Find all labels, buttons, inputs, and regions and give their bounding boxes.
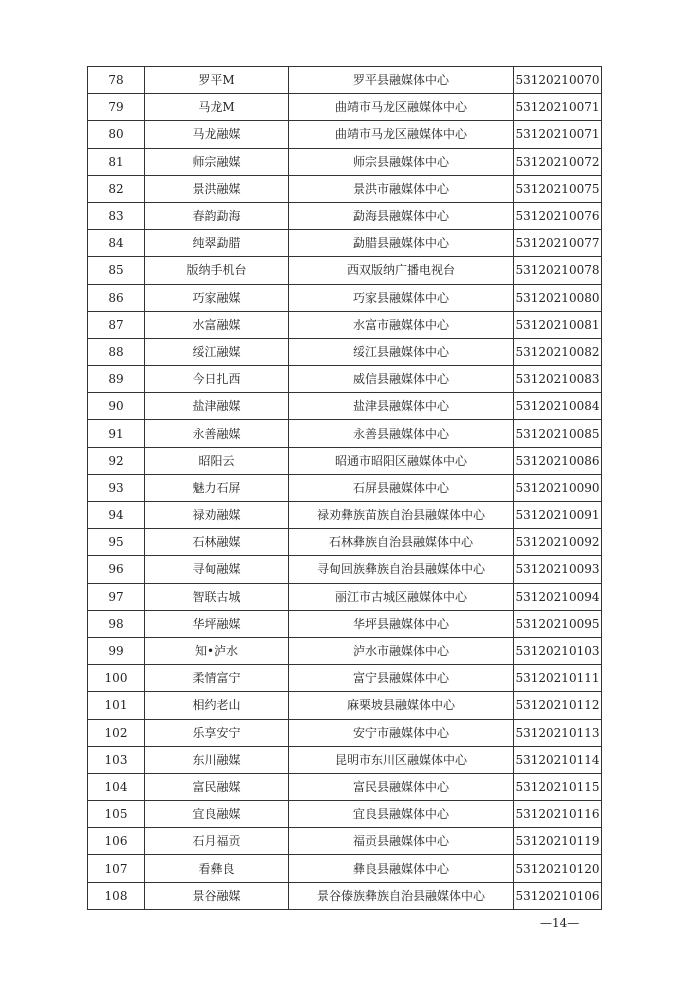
row-number-cell: 90 <box>88 393 145 420</box>
organization-cell: 昭通市昭阳区融媒体中心 <box>289 447 514 474</box>
row-number-cell: 87 <box>88 311 145 338</box>
registration-code-cell: 53120210092 <box>514 529 602 556</box>
table-row <box>88 556 602 583</box>
organization-cell: 石屏县融媒体中心 <box>289 474 514 501</box>
table-row <box>88 801 602 828</box>
row-number-cell: 96 <box>88 556 145 583</box>
organization-cell: 富宁县融媒体中心 <box>289 665 514 692</box>
table-row <box>88 67 602 94</box>
registration-code-cell: 53120210094 <box>514 583 602 610</box>
table-row <box>88 665 602 692</box>
client-name-cell: 春韵勐海 <box>145 202 289 229</box>
organization-cell: 福贡县融媒体中心 <box>289 828 514 855</box>
client-name-cell: 师宗融媒 <box>145 148 289 175</box>
client-name-cell: 今日扎西 <box>145 366 289 393</box>
table-row <box>88 94 602 121</box>
row-number-cell: 82 <box>88 175 145 202</box>
organization-cell: 盐津县融媒体中心 <box>289 393 514 420</box>
registration-code-cell: 53120210083 <box>514 366 602 393</box>
table-row <box>88 692 602 719</box>
media-registry-table <box>87 66 602 910</box>
registration-code-cell: 53120210090 <box>514 474 602 501</box>
row-number-cell: 91 <box>88 420 145 447</box>
row-number-cell: 79 <box>88 94 145 121</box>
table-row <box>88 502 602 529</box>
row-number-cell: 104 <box>88 773 145 800</box>
row-number-cell: 107 <box>88 855 145 882</box>
table-row <box>88 746 602 773</box>
organization-cell: 威信县融媒体中心 <box>289 366 514 393</box>
row-number-cell: 92 <box>88 447 145 474</box>
organization-cell: 寻甸回族彝族自治县融媒体中心 <box>289 556 514 583</box>
client-name-cell: 富民融媒 <box>145 773 289 800</box>
organization-cell: 景谷傣族彝族自治县融媒体中心 <box>289 882 514 909</box>
client-name-cell: 巧家融媒 <box>145 284 289 311</box>
table-row <box>88 474 602 501</box>
row-number-cell: 106 <box>88 828 145 855</box>
registration-code-cell: 53120210086 <box>514 447 602 474</box>
registration-code-cell: 53120210077 <box>514 230 602 257</box>
client-name-cell: 东川融媒 <box>145 746 289 773</box>
organization-cell: 彝良县融媒体中心 <box>289 855 514 882</box>
organization-cell: 麻栗坡县融媒体中心 <box>289 692 514 719</box>
organization-cell: 勐腊县融媒体中心 <box>289 230 514 257</box>
row-number-cell: 101 <box>88 692 145 719</box>
table-row <box>88 338 602 365</box>
registration-code-cell: 53120210091 <box>514 502 602 529</box>
client-name-cell: 乐享安宁 <box>145 719 289 746</box>
client-name-cell: 魅力石屏 <box>145 474 289 501</box>
client-name-cell: 寻甸融媒 <box>145 556 289 583</box>
registration-code-cell: 53120210085 <box>514 420 602 447</box>
client-name-cell: 景谷融媒 <box>145 882 289 909</box>
registration-code-cell: 53120210070 <box>514 67 602 94</box>
organization-cell: 曲靖市马龙区融媒体中心 <box>289 94 514 121</box>
organization-cell: 禄劝彝族苗族自治县融媒体中心 <box>289 502 514 529</box>
page-number: —14— <box>540 916 580 930</box>
client-name-cell: 水富融媒 <box>145 311 289 338</box>
client-name-cell: 石月福贡 <box>145 828 289 855</box>
registration-code-cell: 53120210071 <box>514 94 602 121</box>
registration-code-cell: 53120210071 <box>514 121 602 148</box>
client-name-cell: 石林融媒 <box>145 529 289 556</box>
table-row <box>88 366 602 393</box>
registration-code-cell: 53120210116 <box>514 801 602 828</box>
registration-code-cell: 53120210120 <box>514 855 602 882</box>
row-number-cell: 80 <box>88 121 145 148</box>
registration-code-cell: 53120210106 <box>514 882 602 909</box>
organization-cell: 永善县融媒体中心 <box>289 420 514 447</box>
organization-cell: 勐海县融媒体中心 <box>289 202 514 229</box>
table-row <box>88 202 602 229</box>
table-row <box>88 583 602 610</box>
row-number-cell: 84 <box>88 230 145 257</box>
organization-cell: 师宗县融媒体中心 <box>289 148 514 175</box>
client-name-cell: 罗平M <box>145 67 289 94</box>
row-number-cell: 88 <box>88 338 145 365</box>
row-number-cell: 94 <box>88 502 145 529</box>
organization-cell: 西双版纳广播电视台 <box>289 257 514 284</box>
registration-code-cell: 53120210119 <box>514 828 602 855</box>
row-number-cell: 100 <box>88 665 145 692</box>
organization-cell: 泸水市融媒体中心 <box>289 637 514 664</box>
organization-cell: 富民县融媒体中心 <box>289 773 514 800</box>
table-row <box>88 257 602 284</box>
table-row <box>88 393 602 420</box>
registration-code-cell: 53120210078 <box>514 257 602 284</box>
registration-code-cell: 53120210076 <box>514 202 602 229</box>
client-name-cell: 相约老山 <box>145 692 289 719</box>
client-name-cell: 知•泸水 <box>145 637 289 664</box>
row-number-cell: 103 <box>88 746 145 773</box>
table-row <box>88 311 602 338</box>
client-name-cell: 永善融媒 <box>145 420 289 447</box>
row-number-cell: 102 <box>88 719 145 746</box>
client-name-cell: 禄劝融媒 <box>145 502 289 529</box>
table-row <box>88 121 602 148</box>
organization-cell: 罗平县融媒体中心 <box>289 67 514 94</box>
row-number-cell: 81 <box>88 148 145 175</box>
client-name-cell: 版纳手机台 <box>145 257 289 284</box>
row-number-cell: 97 <box>88 583 145 610</box>
organization-cell: 巧家县融媒体中心 <box>289 284 514 311</box>
table-row <box>88 230 602 257</box>
organization-cell: 华坪县融媒体中心 <box>289 610 514 637</box>
row-number-cell: 95 <box>88 529 145 556</box>
client-name-cell: 昭阳云 <box>145 447 289 474</box>
table-row <box>88 610 602 637</box>
registration-code-cell: 53120210111 <box>514 665 602 692</box>
client-name-cell: 马龙M <box>145 94 289 121</box>
table-row <box>88 882 602 909</box>
registration-code-cell: 53120210112 <box>514 692 602 719</box>
table-row <box>88 284 602 311</box>
table-row <box>88 828 602 855</box>
registration-code-cell: 53120210084 <box>514 393 602 420</box>
table-row <box>88 529 602 556</box>
row-number-cell: 78 <box>88 67 145 94</box>
row-number-cell: 86 <box>88 284 145 311</box>
organization-cell: 丽江市古城区融媒体中心 <box>289 583 514 610</box>
table-row <box>88 637 602 664</box>
organization-cell: 水富市融媒体中心 <box>289 311 514 338</box>
row-number-cell: 83 <box>88 202 145 229</box>
client-name-cell: 马龙融媒 <box>145 121 289 148</box>
organization-cell: 曲靖市马龙区融媒体中心 <box>289 121 514 148</box>
registration-code-cell: 53120210080 <box>514 284 602 311</box>
client-name-cell: 智联古城 <box>145 583 289 610</box>
organization-cell: 石林彝族自治县融媒体中心 <box>289 529 514 556</box>
row-number-cell: 98 <box>88 610 145 637</box>
registration-code-cell: 53120210082 <box>514 338 602 365</box>
client-name-cell: 景洪融媒 <box>145 175 289 202</box>
row-number-cell: 93 <box>88 474 145 501</box>
registration-code-cell: 53120210075 <box>514 175 602 202</box>
organization-cell: 景洪市融媒体中心 <box>289 175 514 202</box>
registration-code-cell: 53120210081 <box>514 311 602 338</box>
organization-cell: 绥江县融媒体中心 <box>289 338 514 365</box>
table-row <box>88 420 602 447</box>
client-name-cell: 看彝良 <box>145 855 289 882</box>
registration-code-cell: 53120210095 <box>514 610 602 637</box>
client-name-cell: 盐津融媒 <box>145 393 289 420</box>
table-row <box>88 447 602 474</box>
table-row <box>88 148 602 175</box>
registration-code-cell: 53120210113 <box>514 719 602 746</box>
client-name-cell: 宜良融媒 <box>145 801 289 828</box>
table-row <box>88 719 602 746</box>
row-number-cell: 108 <box>88 882 145 909</box>
row-number-cell: 105 <box>88 801 145 828</box>
organization-cell: 宜良县融媒体中心 <box>289 801 514 828</box>
organization-cell: 安宁市融媒体中心 <box>289 719 514 746</box>
row-number-cell: 99 <box>88 637 145 664</box>
client-name-cell: 华坪融媒 <box>145 610 289 637</box>
registration-code-cell: 53120210115 <box>514 773 602 800</box>
registration-code-cell: 53120210114 <box>514 746 602 773</box>
table-row <box>88 855 602 882</box>
table-row <box>88 175 602 202</box>
client-name-cell: 纯翠勐腊 <box>145 230 289 257</box>
registration-code-cell: 53120210072 <box>514 148 602 175</box>
table-body <box>88 67 602 910</box>
registration-code-cell: 53120210103 <box>514 637 602 664</box>
client-name-cell: 柔情富宁 <box>145 665 289 692</box>
row-number-cell: 89 <box>88 366 145 393</box>
client-name-cell: 绥江融媒 <box>145 338 289 365</box>
registration-code-cell: 53120210093 <box>514 556 602 583</box>
row-number-cell: 85 <box>88 257 145 284</box>
organization-cell: 昆明市东川区融媒体中心 <box>289 746 514 773</box>
table-row <box>88 773 602 800</box>
